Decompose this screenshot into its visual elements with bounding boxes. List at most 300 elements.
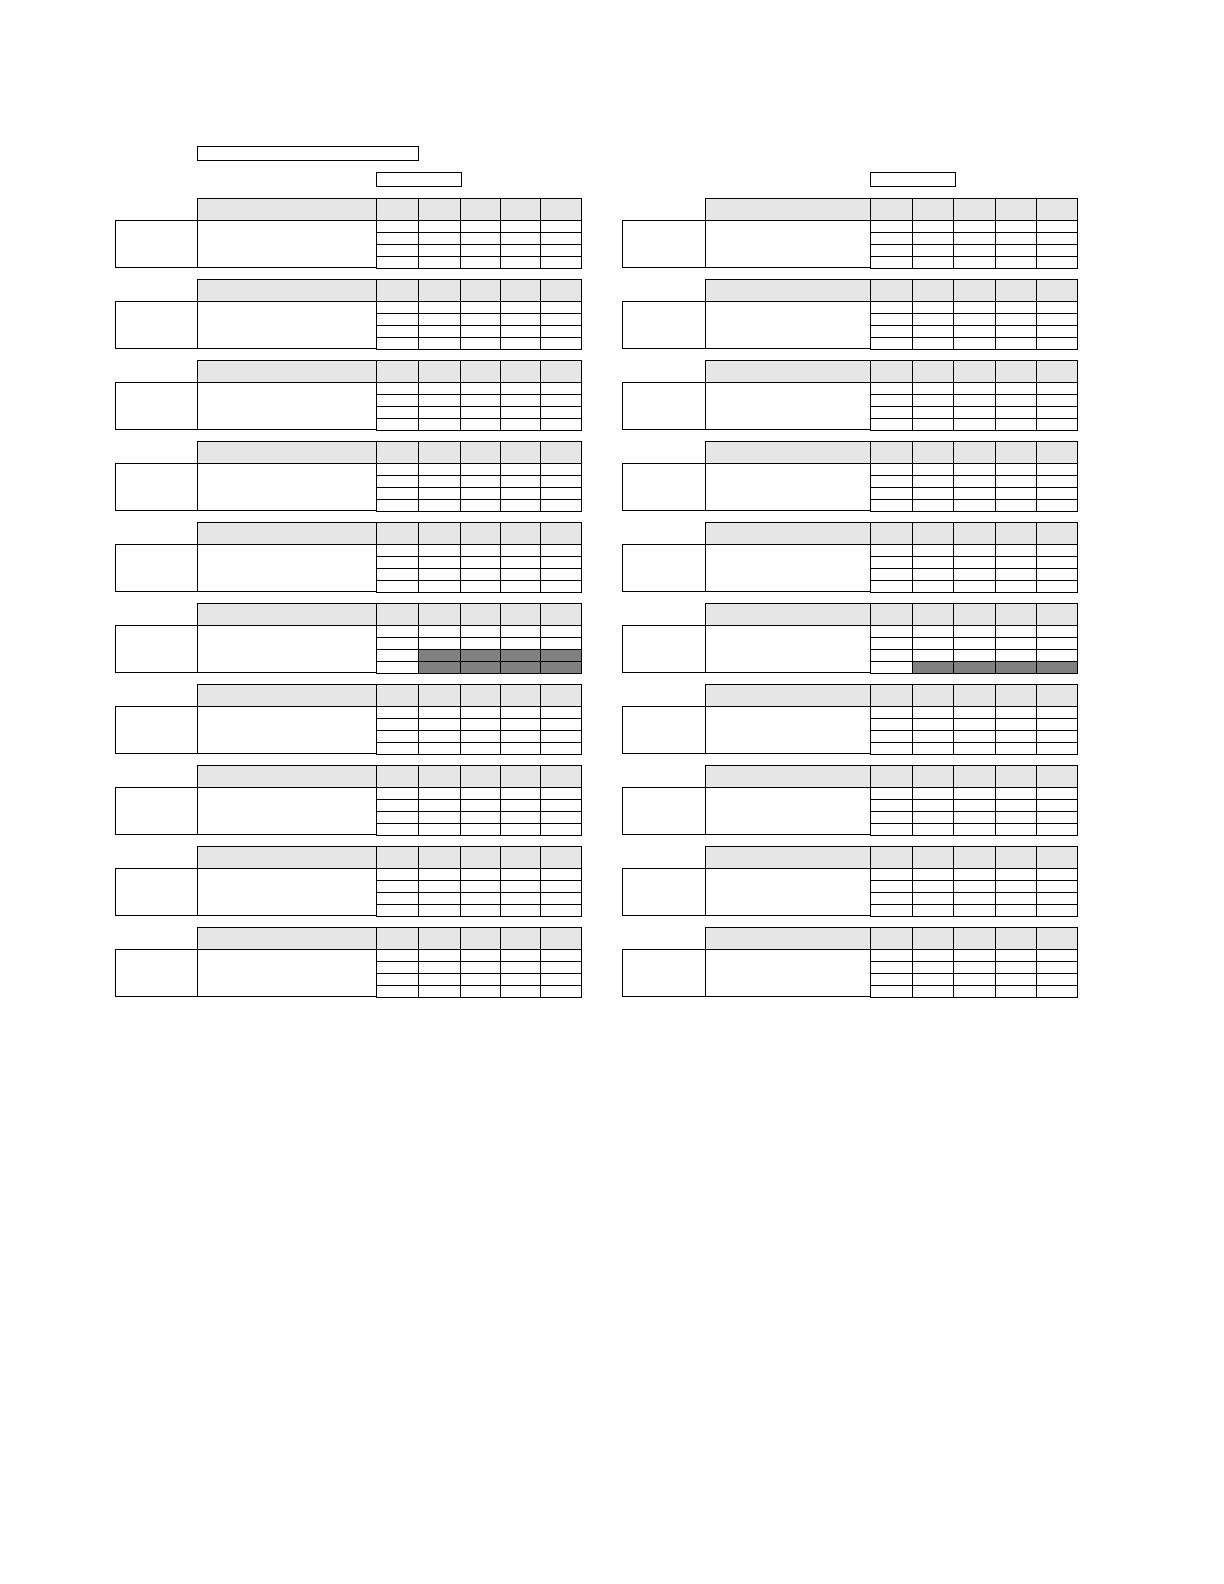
block-header-cell[interactable]: [953, 198, 996, 221]
block-header-cell[interactable]: [460, 279, 501, 302]
block-description-field[interactable]: [705, 220, 871, 268]
block-description-field[interactable]: [705, 463, 871, 511]
value-cell[interactable]: [376, 742, 419, 755]
block-header-cell[interactable]: [1036, 441, 1078, 464]
value-cell[interactable]: [870, 499, 913, 512]
value-cell[interactable]: [995, 337, 1037, 350]
value-cell[interactable]: [500, 985, 541, 998]
value-cell[interactable]: [953, 499, 996, 512]
block-header-cell[interactable]: [912, 279, 954, 302]
block-header-description[interactable]: [197, 198, 377, 221]
block-label-field[interactable]: [115, 301, 198, 349]
value-cell-text: [501, 800, 540, 802]
value-cell-text: [871, 407, 912, 409]
block-header-cell[interactable]: [953, 603, 996, 626]
block-label-field[interactable]: [115, 625, 198, 673]
block-header-cell[interactable]: [540, 441, 582, 464]
value-cell[interactable]: [912, 580, 954, 593]
value-cell[interactable]: [540, 904, 582, 917]
value-cell-text: [501, 905, 540, 907]
block-header-cell[interactable]: [460, 441, 501, 464]
value-cell[interactable]: [418, 499, 461, 512]
block-header-cell[interactable]: [912, 765, 954, 788]
document-title-field[interactable]: [197, 146, 419, 161]
block-header-cell[interactable]: [1036, 603, 1078, 626]
block-label-field[interactable]: [115, 706, 198, 754]
block-header-cell[interactable]: [376, 360, 419, 383]
value-cell[interactable]: [460, 823, 501, 836]
block-description-field[interactable]: [197, 544, 377, 592]
value-cell[interactable]: [870, 418, 913, 431]
value-cell[interactable]: [460, 661, 501, 674]
block-label-field[interactable]: [622, 301, 706, 349]
block-description-field[interactable]: [197, 382, 377, 430]
block-label-field[interactable]: [115, 544, 198, 592]
block-header-cell[interactable]: [995, 684, 1037, 707]
value-cell[interactable]: [540, 499, 582, 512]
value-cell-text: [954, 800, 995, 802]
block-description-field[interactable]: [197, 220, 377, 268]
block-header-description[interactable]: [197, 684, 377, 707]
block-header-cell[interactable]: [500, 198, 541, 221]
value-cell[interactable]: [500, 904, 541, 917]
block-header-cell[interactable]: [1036, 927, 1078, 950]
value-cell-text: [954, 638, 995, 640]
value-cell[interactable]: [870, 985, 913, 998]
value-cell[interactable]: [540, 661, 582, 674]
value-cell-text: [913, 905, 953, 907]
block-header-cell[interactable]: [376, 603, 419, 626]
block-label-field[interactable]: [622, 463, 706, 511]
block-header-cell[interactable]: [500, 441, 541, 464]
value-cell-text: [461, 233, 500, 235]
value-cell[interactable]: [540, 256, 582, 269]
block-header-cell[interactable]: [1036, 765, 1078, 788]
value-cell[interactable]: [418, 985, 461, 998]
block-header-cell[interactable]: [376, 846, 419, 869]
value-cell[interactable]: [870, 823, 913, 836]
block-header-description[interactable]: [705, 441, 871, 464]
value-cell-text: [541, 338, 581, 340]
value-cell[interactable]: [953, 823, 996, 836]
value-cell[interactable]: [995, 580, 1037, 593]
block-header-cell[interactable]: [540, 198, 582, 221]
value-cell[interactable]: [500, 256, 541, 269]
block-header-cell[interactable]: [540, 522, 582, 545]
block-header-cell[interactable]: [912, 198, 954, 221]
block-label-field[interactable]: [622, 382, 706, 430]
block-header-cell[interactable]: [418, 441, 461, 464]
block-header-cell[interactable]: [870, 927, 913, 950]
block-header-cell[interactable]: [870, 522, 913, 545]
value-cell-text: [954, 950, 995, 952]
block-header-cell[interactable]: [376, 198, 419, 221]
value-cell-text: [954, 257, 995, 259]
block-label-field[interactable]: [622, 544, 706, 592]
block-header-cell[interactable]: [500, 765, 541, 788]
block-description-field[interactable]: [197, 463, 377, 511]
value-cell[interactable]: [460, 499, 501, 512]
block-description-field[interactable]: [197, 949, 377, 997]
block-header-description[interactable]: [705, 279, 871, 302]
block-header-description[interactable]: [197, 927, 377, 950]
block-header-cell[interactable]: [460, 198, 501, 221]
block-label: [116, 950, 197, 954]
block-header-cell[interactable]: [995, 927, 1037, 950]
block-header-cell[interactable]: [418, 927, 461, 950]
value-cell[interactable]: [540, 580, 582, 593]
value-cell[interactable]: [953, 904, 996, 917]
value-cell[interactable]: [1036, 823, 1078, 836]
block-header-description[interactable]: [197, 522, 377, 545]
value-cell[interactable]: [376, 418, 419, 431]
block-header-cell[interactable]: [500, 522, 541, 545]
block-header-description[interactable]: [705, 927, 871, 950]
value-cell[interactable]: [995, 823, 1037, 836]
value-cell-text: [913, 662, 953, 664]
block-header-cell[interactable]: [870, 198, 913, 221]
value-cell-text: [1037, 962, 1077, 964]
block-header-cell[interactable]: [500, 684, 541, 707]
block-header-cell[interactable]: [995, 279, 1037, 302]
block-header-description[interactable]: [197, 360, 377, 383]
block-description-field[interactable]: [705, 706, 871, 754]
block-description-field[interactable]: [705, 382, 871, 430]
block-header-cell[interactable]: [460, 522, 501, 545]
value-cell[interactable]: [540, 742, 582, 755]
value-cell-text: [501, 233, 540, 235]
value-cell[interactable]: [953, 742, 996, 755]
block-header-cell[interactable]: [953, 279, 996, 302]
block-header-cell[interactable]: [1036, 360, 1078, 383]
block-header-cell[interactable]: [540, 846, 582, 869]
block-header-cell[interactable]: [953, 684, 996, 707]
block-header-cell[interactable]: [500, 927, 541, 950]
value-cell[interactable]: [995, 661, 1037, 674]
value-cell[interactable]: [376, 985, 419, 998]
block-header-cell[interactable]: [418, 198, 461, 221]
block-header-cell[interactable]: [376, 522, 419, 545]
value-cell[interactable]: [460, 742, 501, 755]
block-header-cell[interactable]: [953, 765, 996, 788]
value-cell[interactable]: [870, 337, 913, 350]
block-header-cell[interactable]: [376, 279, 419, 302]
block-header-description[interactable]: [705, 684, 871, 707]
block-label-field[interactable]: [622, 868, 706, 916]
block-description-field[interactable]: [705, 868, 871, 916]
value-cell[interactable]: [540, 337, 582, 350]
block-header-cell[interactable]: [460, 927, 501, 950]
value-cell[interactable]: [540, 985, 582, 998]
block-header-cell[interactable]: [953, 441, 996, 464]
value-cell[interactable]: [500, 661, 541, 674]
block-header-cell[interactable]: [500, 360, 541, 383]
value-cell[interactable]: [1036, 337, 1078, 350]
block-description-field[interactable]: [197, 868, 377, 916]
block-header-cell[interactable]: [540, 927, 582, 950]
block-label-field[interactable]: [622, 949, 706, 997]
block-header-cell[interactable]: [953, 360, 996, 383]
value-cell-text: [996, 245, 1036, 247]
block-header-description[interactable]: [705, 603, 871, 626]
block-header-cell[interactable]: [995, 846, 1037, 869]
block-label-field[interactable]: [115, 382, 198, 430]
value-cell-text: [541, 743, 581, 745]
block-header-cell[interactable]: [1036, 522, 1078, 545]
block-header-description[interactable]: [197, 765, 377, 788]
value-cell[interactable]: [500, 499, 541, 512]
value-cell[interactable]: [500, 337, 541, 350]
value-cell[interactable]: [870, 904, 913, 917]
block-header-cell[interactable]: [418, 279, 461, 302]
block-header-description[interactable]: [197, 603, 377, 626]
value-cell[interactable]: [500, 823, 541, 836]
value-cell[interactable]: [1036, 661, 1078, 674]
value-cell[interactable]: [912, 661, 954, 674]
value-cell[interactable]: [500, 742, 541, 755]
block-header-cell[interactable]: [953, 846, 996, 869]
block-header-cell[interactable]: [995, 360, 1037, 383]
block-label-field[interactable]: [115, 949, 198, 997]
block-header-cell[interactable]: [995, 765, 1037, 788]
block-label-field[interactable]: [622, 220, 706, 268]
value-cell[interactable]: [418, 418, 461, 431]
value-cell[interactable]: [376, 823, 419, 836]
block-header-cell[interactable]: [995, 198, 1037, 221]
value-cell-text: [501, 302, 540, 304]
block-header-cell[interactable]: [995, 603, 1037, 626]
left-column-header-field[interactable]: [376, 172, 462, 187]
value-cell[interactable]: [870, 742, 913, 755]
value-cell-text: [377, 824, 418, 826]
block-header-cell[interactable]: [870, 846, 913, 869]
block-label-field[interactable]: [622, 787, 706, 835]
value-cell[interactable]: [500, 418, 541, 431]
block-header-description[interactable]: [705, 198, 871, 221]
block-label-field[interactable]: [115, 463, 198, 511]
block-header-cell[interactable]: [500, 846, 541, 869]
value-cell[interactable]: [995, 904, 1037, 917]
value-cell[interactable]: [460, 337, 501, 350]
block-description-field[interactable]: [197, 301, 377, 349]
value-cell-text: [501, 221, 540, 223]
value-cell[interactable]: [953, 337, 996, 350]
block-header-cell[interactable]: [376, 927, 419, 950]
block-header-cell[interactable]: [460, 360, 501, 383]
value-cell[interactable]: [912, 904, 954, 917]
block-header-cell[interactable]: [418, 522, 461, 545]
value-cell[interactable]: [376, 661, 419, 674]
block-header-cell[interactable]: [870, 603, 913, 626]
value-cell[interactable]: [995, 256, 1037, 269]
block-header-cell[interactable]: [870, 279, 913, 302]
block-header-cell[interactable]: [376, 765, 419, 788]
block-header-cell[interactable]: [460, 603, 501, 626]
block-header-cell[interactable]: [870, 360, 913, 383]
block-header-cell[interactable]: [460, 684, 501, 707]
block-header-cell[interactable]: [995, 522, 1037, 545]
block-label-field[interactable]: [115, 787, 198, 835]
block-header-description[interactable]: [197, 441, 377, 464]
block-header-cell[interactable]: [540, 603, 582, 626]
value-cell[interactable]: [418, 337, 461, 350]
value-cell[interactable]: [540, 418, 582, 431]
block-header-cell[interactable]: [540, 765, 582, 788]
block-header-cell[interactable]: [418, 846, 461, 869]
block-header-description[interactable]: [705, 522, 871, 545]
value-cell[interactable]: [1036, 418, 1078, 431]
value-cell[interactable]: [460, 580, 501, 593]
value-cell[interactable]: [500, 580, 541, 593]
block-header-cell[interactable]: [1036, 846, 1078, 869]
block-header-cell[interactable]: [376, 684, 419, 707]
block-header-cell[interactable]: [540, 360, 582, 383]
value-cell-text: [871, 788, 912, 790]
block-header-cell[interactable]: [912, 441, 954, 464]
value-cell-text: [954, 788, 995, 790]
value-cell[interactable]: [995, 499, 1037, 512]
block-header-cell[interactable]: [1036, 684, 1078, 707]
value-cell[interactable]: [870, 580, 913, 593]
block-description-field[interactable]: [197, 787, 377, 835]
value-cell[interactable]: [418, 580, 461, 593]
value-cell[interactable]: [376, 337, 419, 350]
value-cell[interactable]: [953, 985, 996, 998]
block-label-field[interactable]: [622, 706, 706, 754]
value-cell[interactable]: [912, 742, 954, 755]
block-description-field[interactable]: [705, 301, 871, 349]
value-cell[interactable]: [1036, 742, 1078, 755]
value-cell[interactable]: [418, 823, 461, 836]
value-cell[interactable]: [1036, 499, 1078, 512]
value-cell-text: [461, 245, 500, 247]
block-header-description[interactable]: [705, 765, 871, 788]
value-cell[interactable]: [1036, 904, 1078, 917]
value-cell-text: [954, 869, 995, 871]
value-cell[interactable]: [1036, 256, 1078, 269]
value-cell-text: [377, 731, 418, 733]
block-header-cell[interactable]: [540, 684, 582, 707]
block-header-cell[interactable]: [912, 360, 954, 383]
block-header-cell[interactable]: [912, 927, 954, 950]
block-header-cell[interactable]: [953, 927, 996, 950]
block-header-cell[interactable]: [500, 603, 541, 626]
value-cell[interactable]: [912, 499, 954, 512]
block-header-cell[interactable]: [500, 279, 541, 302]
block-header-cell[interactable]: [953, 522, 996, 545]
block-header-description[interactable]: [705, 846, 871, 869]
block-header-cell[interactable]: [1036, 279, 1078, 302]
value-cell[interactable]: [870, 661, 913, 674]
block-header-cell[interactable]: [460, 765, 501, 788]
value-cell[interactable]: [1036, 580, 1078, 593]
block-label-field[interactable]: [622, 625, 706, 673]
value-cell[interactable]: [953, 418, 996, 431]
block-label-field[interactable]: [115, 220, 198, 268]
value-cell[interactable]: [995, 418, 1037, 431]
block-header-cell[interactable]: [912, 603, 954, 626]
value-cell[interactable]: [953, 256, 996, 269]
block-header-cell[interactable]: [418, 360, 461, 383]
value-cell[interactable]: [418, 256, 461, 269]
value-cell-text: [461, 731, 500, 733]
value-cell-text: [419, 221, 460, 223]
value-cell[interactable]: [376, 580, 419, 593]
block-header-cell[interactable]: [418, 603, 461, 626]
block-label-field[interactable]: [115, 868, 198, 916]
value-cell[interactable]: [376, 499, 419, 512]
value-cell[interactable]: [995, 742, 1037, 755]
block-description-field[interactable]: [197, 706, 377, 754]
value-cell[interactable]: [870, 256, 913, 269]
value-cell-text: [954, 407, 995, 409]
block-header-cell[interactable]: [870, 765, 913, 788]
block-description-field[interactable]: [705, 949, 871, 997]
value-cell[interactable]: [912, 823, 954, 836]
value-cell[interactable]: [540, 823, 582, 836]
block-header-cell[interactable]: [995, 441, 1037, 464]
value-cell[interactable]: [460, 904, 501, 917]
value-cell-text: [377, 707, 418, 709]
value-cell-text: [419, 881, 460, 883]
block-header-cell[interactable]: [460, 846, 501, 869]
block-description-field[interactable]: [705, 625, 871, 673]
block-header-cell[interactable]: [912, 684, 954, 707]
value-cell-text: [996, 800, 1036, 802]
block-header-cell[interactable]: [912, 522, 954, 545]
value-cell[interactable]: [460, 418, 501, 431]
value-cell[interactable]: [376, 256, 419, 269]
block-header-description[interactable]: [197, 846, 377, 869]
value-cell[interactable]: [418, 661, 461, 674]
right-column-header-field[interactable]: [870, 172, 956, 187]
value-cell-text: [419, 245, 460, 247]
block-description-field[interactable]: [705, 787, 871, 835]
value-cell[interactable]: [953, 580, 996, 593]
block-description-field[interactable]: [197, 625, 377, 673]
value-cell[interactable]: [376, 904, 419, 917]
value-cell[interactable]: [953, 661, 996, 674]
value-cell[interactable]: [912, 256, 954, 269]
block-description: [198, 788, 376, 792]
value-cell[interactable]: [912, 418, 954, 431]
value-cell[interactable]: [912, 985, 954, 998]
block-header-cell[interactable]: [540, 279, 582, 302]
block-header-cell[interactable]: [418, 684, 461, 707]
value-cell-text: [1037, 245, 1077, 247]
value-cell-text: [541, 986, 581, 988]
value-cell-text: [954, 962, 995, 964]
value-cell-text: [541, 419, 581, 421]
block-description-field[interactable]: [705, 544, 871, 592]
value-cell[interactable]: [912, 337, 954, 350]
block-header-cell[interactable]: [870, 441, 913, 464]
value-cell[interactable]: [418, 904, 461, 917]
value-cell-text: [377, 245, 418, 247]
block-header-cell[interactable]: [376, 441, 419, 464]
block-header-cell[interactable]: [912, 846, 954, 869]
value-cell[interactable]: [460, 256, 501, 269]
value-cell[interactable]: [460, 985, 501, 998]
block-header-cell[interactable]: [418, 765, 461, 788]
block-header-cell[interactable]: [870, 684, 913, 707]
block-header-description[interactable]: [197, 279, 377, 302]
value-cell[interactable]: [418, 742, 461, 755]
block-header-description[interactable]: [705, 360, 871, 383]
block-header-cell[interactable]: [1036, 198, 1078, 221]
value-cell[interactable]: [995, 985, 1037, 998]
value-cell[interactable]: [1036, 985, 1078, 998]
